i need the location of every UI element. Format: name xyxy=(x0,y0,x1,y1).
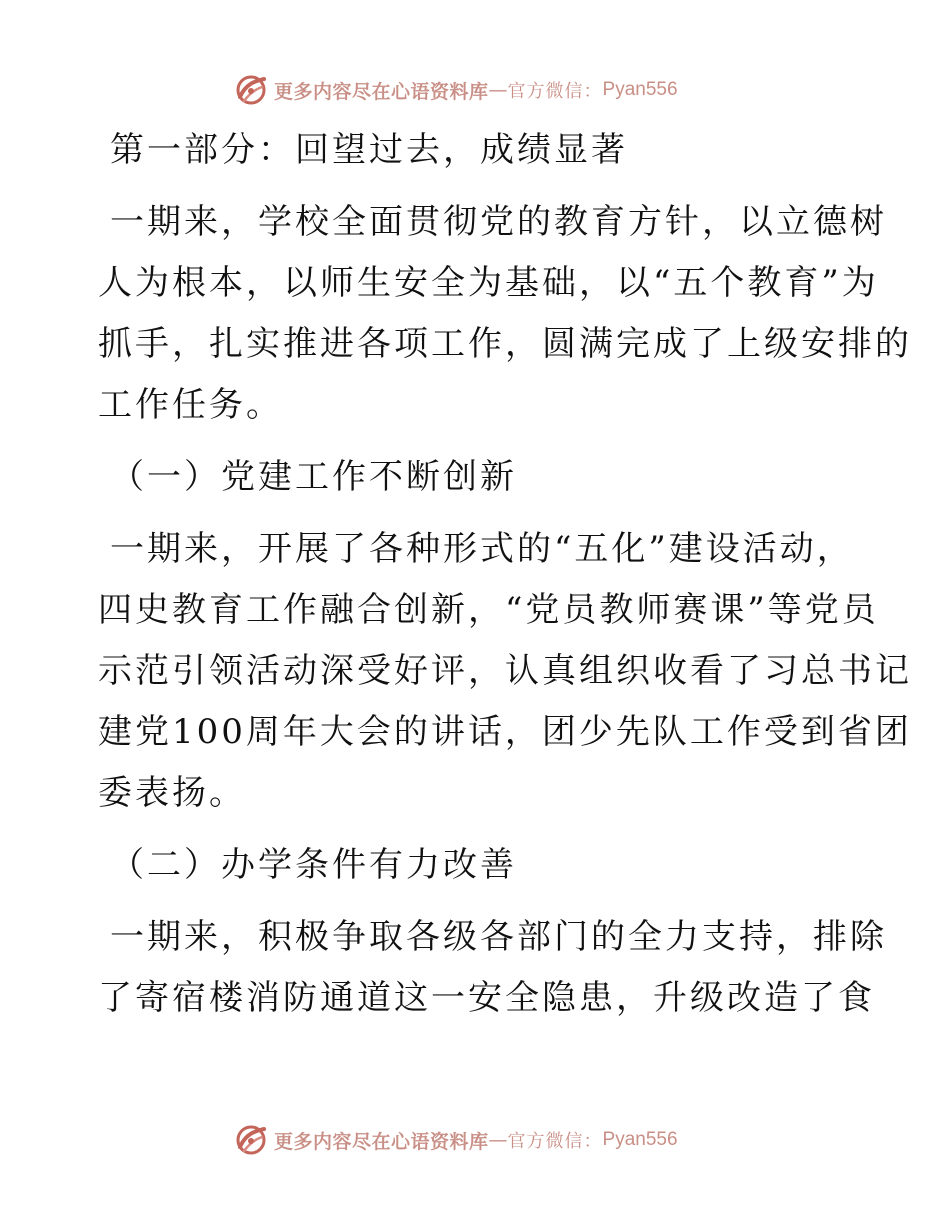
paragraph-line: 一期来，开展了各种形式的“五化”建设活动， xyxy=(110,529,854,569)
paragraph-line: 抓手，扎实推进各项工作，圆满完成了上级安排的 xyxy=(98,324,912,364)
watermark-main-text: 更多内容尽在心语资料库 xyxy=(274,80,489,103)
paragraph-line: 一期来，学校全面贯彻党的教育方针，以立德树 xyxy=(110,202,887,242)
paragraph-2 xyxy=(98,519,912,824)
paragraph-line: 人为根本，以师生安全为基础，以“五个教育”为 xyxy=(98,263,879,303)
watermark-wechat-id: Pyan556 xyxy=(602,1129,678,1150)
ribbon-swirl-logo-icon xyxy=(234,1123,268,1157)
document-body xyxy=(98,120,912,1029)
paragraph-line: 建党100周年大会的讲话，团少先队工作受到省团 xyxy=(98,712,912,752)
paragraph-line: 四史教育工作融合创新，“党员教师赛课”等党员 xyxy=(98,590,879,630)
paragraph-line: 示范引领活动深受好评，认真组织收看了习总书记 xyxy=(98,651,912,691)
watermark-wechat-label: 官方微信： xyxy=(507,1131,603,1152)
watermark-main-text: 更多内容尽在心语资料库 xyxy=(274,1130,489,1153)
paragraph-line: 一期来，积极争取各级各部门的全力支持，排除 xyxy=(110,917,887,957)
watermark-dash: — xyxy=(488,79,508,101)
ribbon-swirl-logo-icon xyxy=(234,73,268,107)
section-title-2: （二）办学条件有力改善 xyxy=(110,845,517,885)
paragraph-line: 委表扬。 xyxy=(98,773,246,813)
paragraph-line: 了寄宿楼消防通道这一安全隐患，升级改造了食 xyxy=(98,978,875,1018)
paragraph-line: 工作任务。 xyxy=(98,385,283,425)
section-title-1: （一）党建工作不断创新 xyxy=(110,457,517,497)
watermark-dash: — xyxy=(488,1129,508,1151)
paragraph-3 xyxy=(98,907,887,1029)
watermark-wechat-label: 官方微信： xyxy=(507,81,603,102)
watermark-wechat-id: Pyan556 xyxy=(602,79,678,100)
watermark-banner-bottom xyxy=(234,1122,678,1158)
watermark-banner-top xyxy=(234,72,678,108)
paragraph-1 xyxy=(98,192,912,436)
document-heading: 第一部分：回望过去，成绩显著 xyxy=(110,130,628,170)
